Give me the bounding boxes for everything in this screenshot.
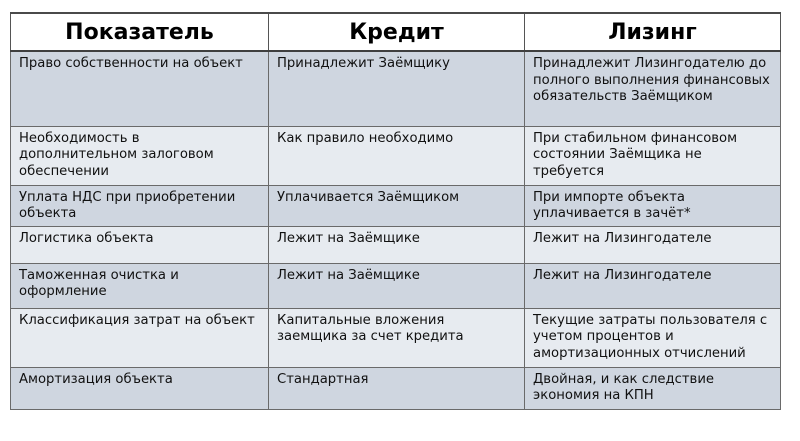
cell-leasing: Лежит на Лизингодателе	[525, 226, 781, 263]
cell-credit: Стандартная	[269, 367, 525, 409]
credit-vs-leasing-table	[10, 12, 781, 410]
cell-indicator: Логистика объекта	[11, 226, 269, 263]
cell-indicator: Таможенная очистка и оформление	[11, 263, 269, 308]
cell-leasing: Текущие затраты пользователя с учетом процентов и амортизационных отчислений	[525, 308, 781, 367]
cell-credit: Принадлежит Заёмщику	[269, 51, 525, 126]
table-row	[11, 367, 781, 409]
cell-indicator: Необходимость в дополнительном залоговом обеспечении	[11, 126, 269, 185]
header-leasing: Лизинг	[525, 13, 781, 51]
table-row	[11, 185, 781, 226]
header-indicator: Показатель	[11, 13, 269, 51]
cell-leasing: Лежит на Лизингодателе	[525, 263, 781, 308]
cell-credit: Капитальные вложения заемщика за счет кредита	[269, 308, 525, 367]
cell-credit: Лежит на Заёмщике	[269, 226, 525, 263]
header-credit: Кредит	[269, 13, 525, 51]
cell-indicator: Классификация затрат на объект	[11, 308, 269, 367]
cell-credit: Как правило необходимо	[269, 126, 525, 185]
table-row	[11, 51, 781, 126]
cell-leasing: Принадлежит Лизингодателю до полного выполнения финансовых обязательств Заёмщиком	[525, 51, 781, 126]
cell-credit: Лежит на Заёмщике	[269, 263, 525, 308]
cell-indicator: Уплата НДС при приобретении объекта	[11, 185, 269, 226]
cell-leasing: При стабильном финансовом состоянии Заёмщика не требуется	[525, 126, 781, 185]
cell-credit: Уплачивается Заёмщиком	[269, 185, 525, 226]
table-row	[11, 226, 781, 263]
cell-leasing: Двойная, и как следствие экономия на КПН	[525, 367, 781, 409]
table-row	[11, 263, 781, 308]
cell-indicator: Право собственности на объект	[11, 51, 269, 126]
cell-leasing: При импорте объекта уплачивается в зачёт*	[525, 185, 781, 226]
table-header-row	[11, 13, 781, 51]
cell-indicator: Амортизация объекта	[11, 367, 269, 409]
table-row	[11, 126, 781, 185]
table-row	[11, 308, 781, 367]
